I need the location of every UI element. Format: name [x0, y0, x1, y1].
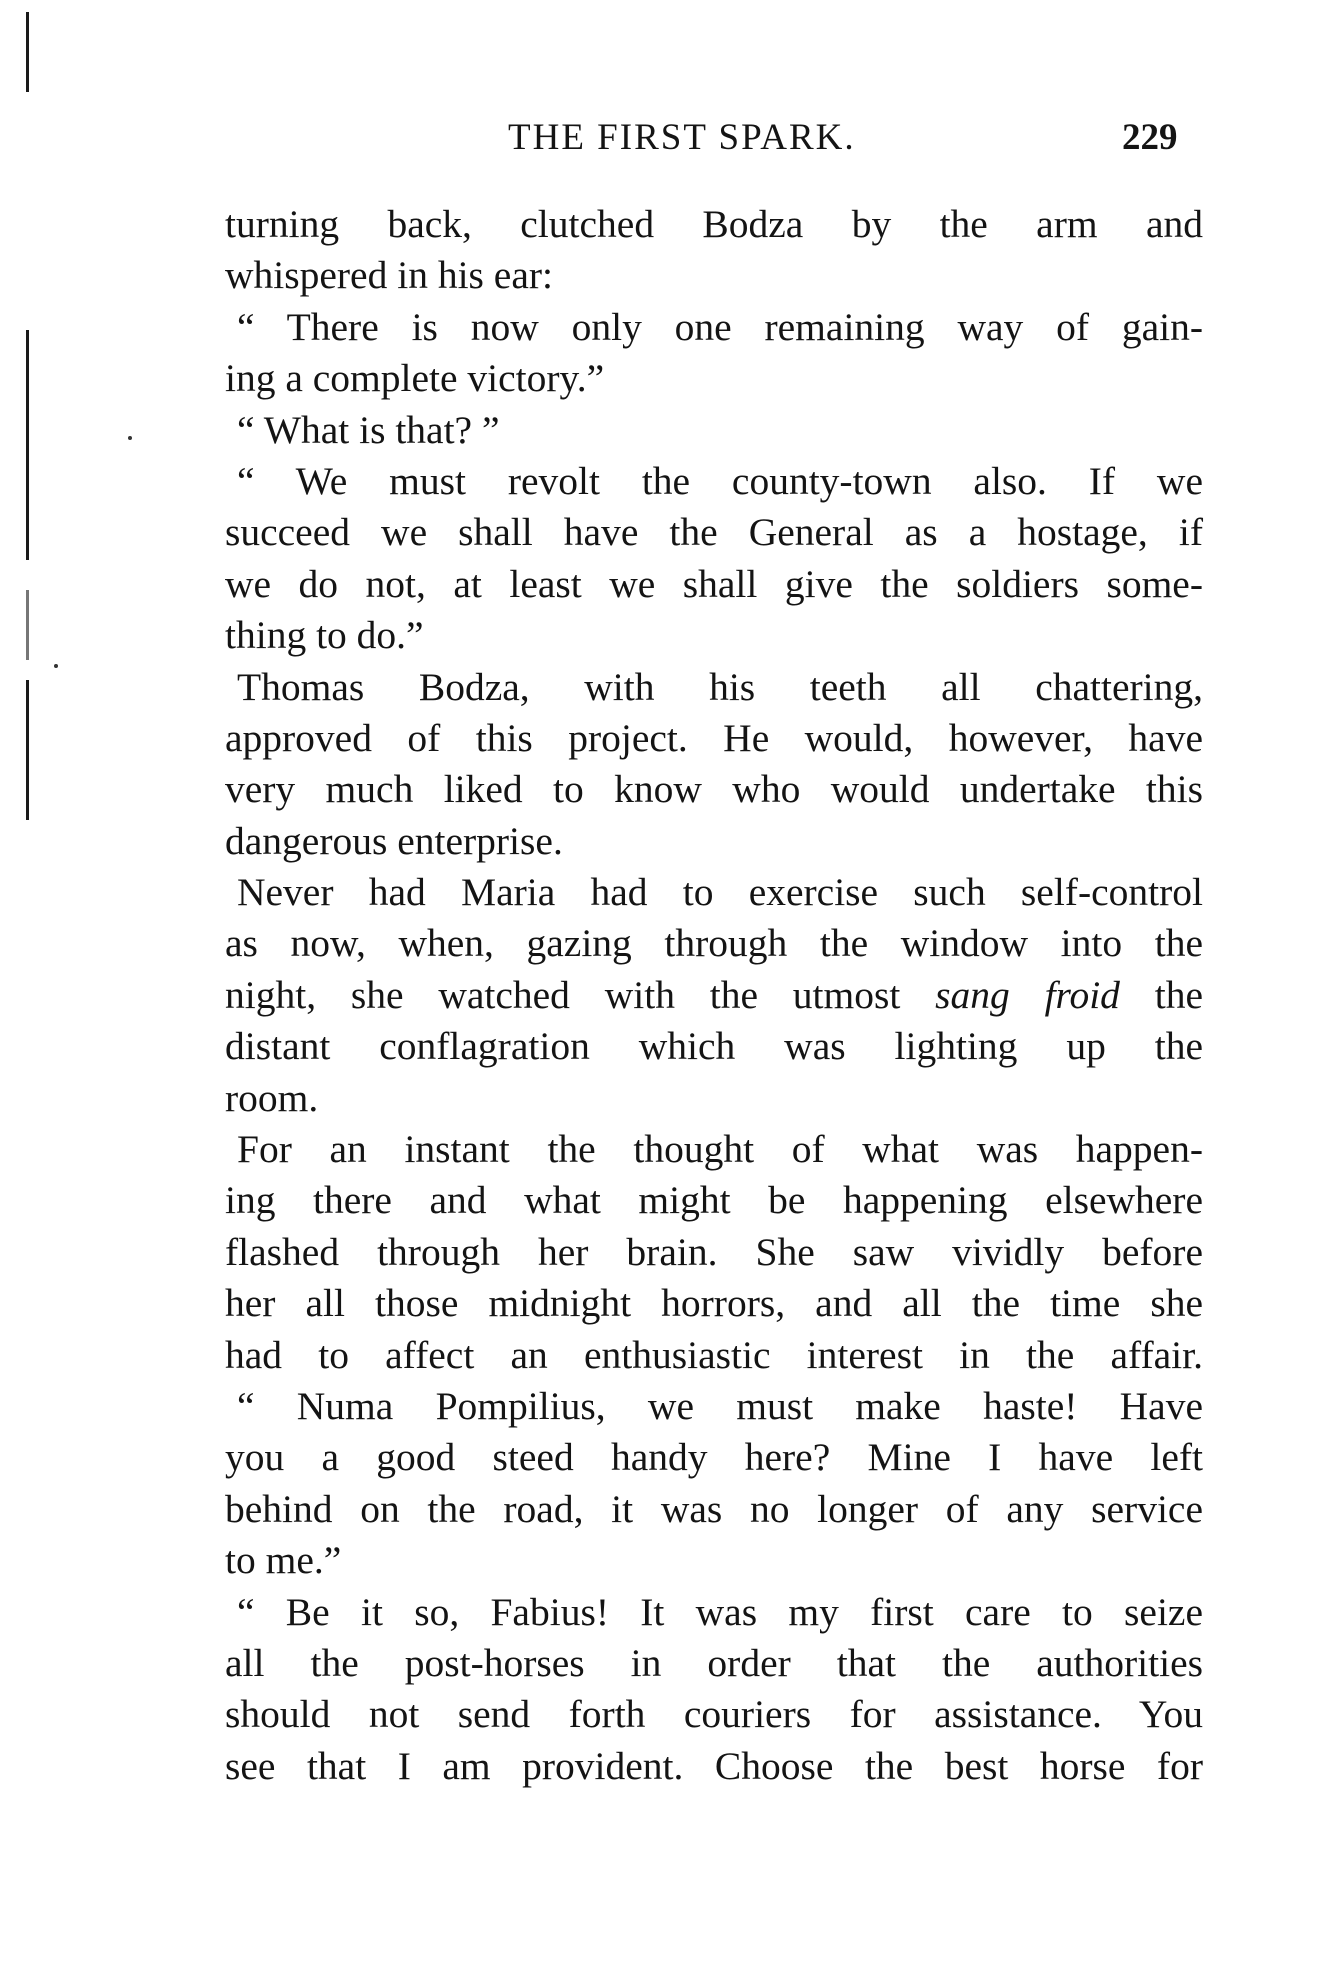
text-line: to me.”: [225, 1538, 342, 1583]
text-line: succeed we shall have the General as a hostage, if: [225, 510, 1203, 555]
text-line: should not send forth couriers for assistance. You: [225, 1692, 1203, 1737]
text-line: we do not, at least we shall give the soldiers some-: [225, 561, 1203, 606]
scan-edge-mark-lower: [26, 590, 29, 660]
text-line: all the post-horses in order that the authorities: [225, 1640, 1203, 1685]
scan-speck: [54, 664, 58, 668]
text-line: thing to do.”: [225, 613, 424, 658]
scan-edge-mark-top: [26, 12, 29, 92]
text-line: “ Numa Pompilius, we must make haste! Have: [237, 1383, 1203, 1428]
scan-edge-mark-bottom: [26, 680, 29, 820]
text-line-segment: the: [1119, 972, 1203, 1017]
text-line-segment: night, she watched with the utmost: [225, 972, 936, 1017]
text-line: distant conflagration which was lighting up the: [225, 1024, 1203, 1069]
text-line: behind on the road, it was no longer of any service: [225, 1486, 1203, 1531]
text-line: whispered in his ear:: [225, 253, 553, 298]
page-number: 229: [1122, 117, 1178, 158]
text-line: see that I am provident. Choose the best horse for: [225, 1743, 1203, 1788]
text-line: flashed through her brain. She saw vividly before: [225, 1229, 1203, 1274]
text-line: ing there and what might be happening elsewhere: [225, 1178, 1203, 1223]
text-line: “ What is that? ”: [237, 407, 500, 452]
scan-speck: [128, 436, 132, 440]
body-text: [225, 199, 1203, 1792]
text-line: as now, when, gazing through the window into the: [225, 921, 1203, 966]
running-head: [0, 108, 1336, 168]
text-line: Never had Maria had to exercise such self-control: [237, 870, 1203, 915]
text-line: room.: [225, 1075, 319, 1120]
scan-edge-mark-middle: [26, 330, 29, 560]
text-line: For an instant the thought of what was happen-: [237, 1127, 1203, 1172]
text-line: very much liked to know who would undertake this: [225, 767, 1203, 812]
italic-phrase: sang froid: [935, 972, 1120, 1017]
text-line: her all those midnight horrors, and all the time she: [225, 1281, 1203, 1326]
text-line: “ There is now only one remaining way of gain-: [237, 304, 1203, 349]
text-line: you a good steed handy here? Mine I have left: [225, 1435, 1203, 1480]
text-line: [225, 970, 1203, 1021]
text-line: had to affect an enthusiastic interest in the affair.: [225, 1332, 1203, 1377]
text-line: “ We must revolt the county-town also. If we: [237, 458, 1203, 503]
text-line: approved of this project. He would, however, have: [225, 715, 1203, 760]
text-line: Thomas Bodza, with his teeth all chattering,: [237, 664, 1203, 709]
text-line: turning back, clutched Bodza by the arm and: [225, 202, 1203, 246]
running-title: THE FIRST SPARK.: [508, 117, 856, 158]
text-line: ing a complete victory.”: [225, 356, 605, 401]
text-line: dangerous enterprise.: [225, 818, 563, 863]
text-line: “ Be it so, Fabius! It was my first care to seize: [237, 1589, 1203, 1634]
